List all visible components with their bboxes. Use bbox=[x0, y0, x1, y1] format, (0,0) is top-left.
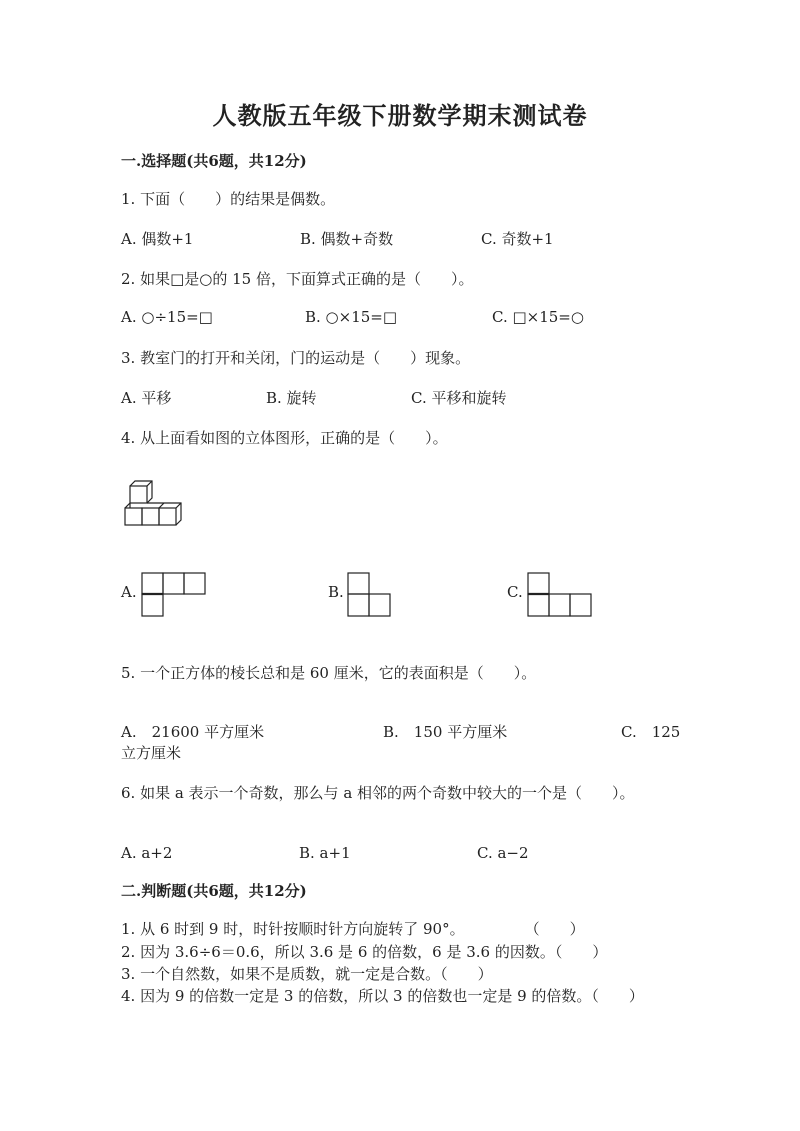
cube-3d-figure bbox=[120, 480, 190, 530]
q4-option-a-figure bbox=[140, 572, 208, 618]
q4-option-c-figure bbox=[526, 572, 594, 618]
judgment-item-1: 1. 从 6 时到 9 时，时针按顺时针方向旋转了 90°。 （ ） bbox=[121, 920, 585, 938]
q5-option-a: A. 21600 平方厘米 bbox=[121, 723, 265, 741]
question-5: 5. 一个正方体的棱长总和是 60 厘米，它的表面积是（ ）。 bbox=[121, 664, 537, 682]
q5-option-c: C. 125 bbox=[621, 723, 681, 741]
q6-option-b: B. a+1 bbox=[299, 844, 351, 862]
question-3: 3. 教室门的打开和关闭，门的运动是（ ）现象。 bbox=[121, 349, 471, 367]
section-heading-choice: 一.选择题(共6题，共12分) bbox=[121, 152, 307, 170]
page-title: 人教版五年级下册数学期末测试卷 bbox=[212, 101, 588, 130]
q6-option-c: C. a−2 bbox=[477, 844, 529, 862]
section-heading-judgment: 二.判断题(共6题，共12分) bbox=[121, 882, 307, 900]
q3-option-c: C. 平移和旋转 bbox=[411, 389, 507, 407]
q3-option-b: B. 旋转 bbox=[266, 389, 317, 407]
q4-option-b: B. bbox=[328, 583, 344, 601]
q1-option-b: B. 偶数+奇数 bbox=[300, 230, 394, 248]
q5-option-b: B. 150 平方厘米 bbox=[383, 723, 508, 741]
q4-option-b-figure bbox=[346, 572, 394, 618]
q4-option-a: A. bbox=[121, 583, 137, 601]
question-1: 1. 下面（ ）的结果是偶数。 bbox=[121, 190, 336, 208]
question-6: 6. 如果 a 表示一个奇数，那么与 a 相邻的两个奇数中较大的一个是（ ）。 bbox=[121, 784, 635, 802]
q2-option-a: A. ○÷15=□ bbox=[121, 308, 213, 326]
q6-option-a: A. a+2 bbox=[121, 844, 173, 862]
q3-option-a: A. 平移 bbox=[121, 389, 172, 407]
q1-option-c: C. 奇数+1 bbox=[481, 230, 554, 248]
q1-option-a: A. 偶数+1 bbox=[121, 230, 194, 248]
judgment-item-3: 3. 一个自然数，如果不是质数，就一定是合数。（ ） bbox=[121, 965, 493, 983]
q4-option-c: C. bbox=[507, 583, 523, 601]
judgment-item-4: 4. 因为 9 的倍数一定是 3 的倍数，所以 3 的倍数也一定是 9 的倍数。（ ） bbox=[121, 987, 644, 1005]
q2-option-b: B. ○×15=□ bbox=[305, 308, 398, 326]
question-4: 4. 从上面看如图的立体图形，正确的是（ ）。 bbox=[121, 429, 448, 447]
question-2: 2. 如果□是○的 15 倍，下面算式正确的是（ ）。 bbox=[121, 270, 474, 288]
judgment-item-2: 2. 因为 3.6÷6＝0.6，所以 3.6 是 6 的倍数，6 是 3.6 的因数。（ ） bbox=[121, 943, 608, 961]
q2-option-c: C. □×15=○ bbox=[492, 308, 584, 326]
q5-option-c-continued: 立方厘米 bbox=[121, 744, 182, 762]
